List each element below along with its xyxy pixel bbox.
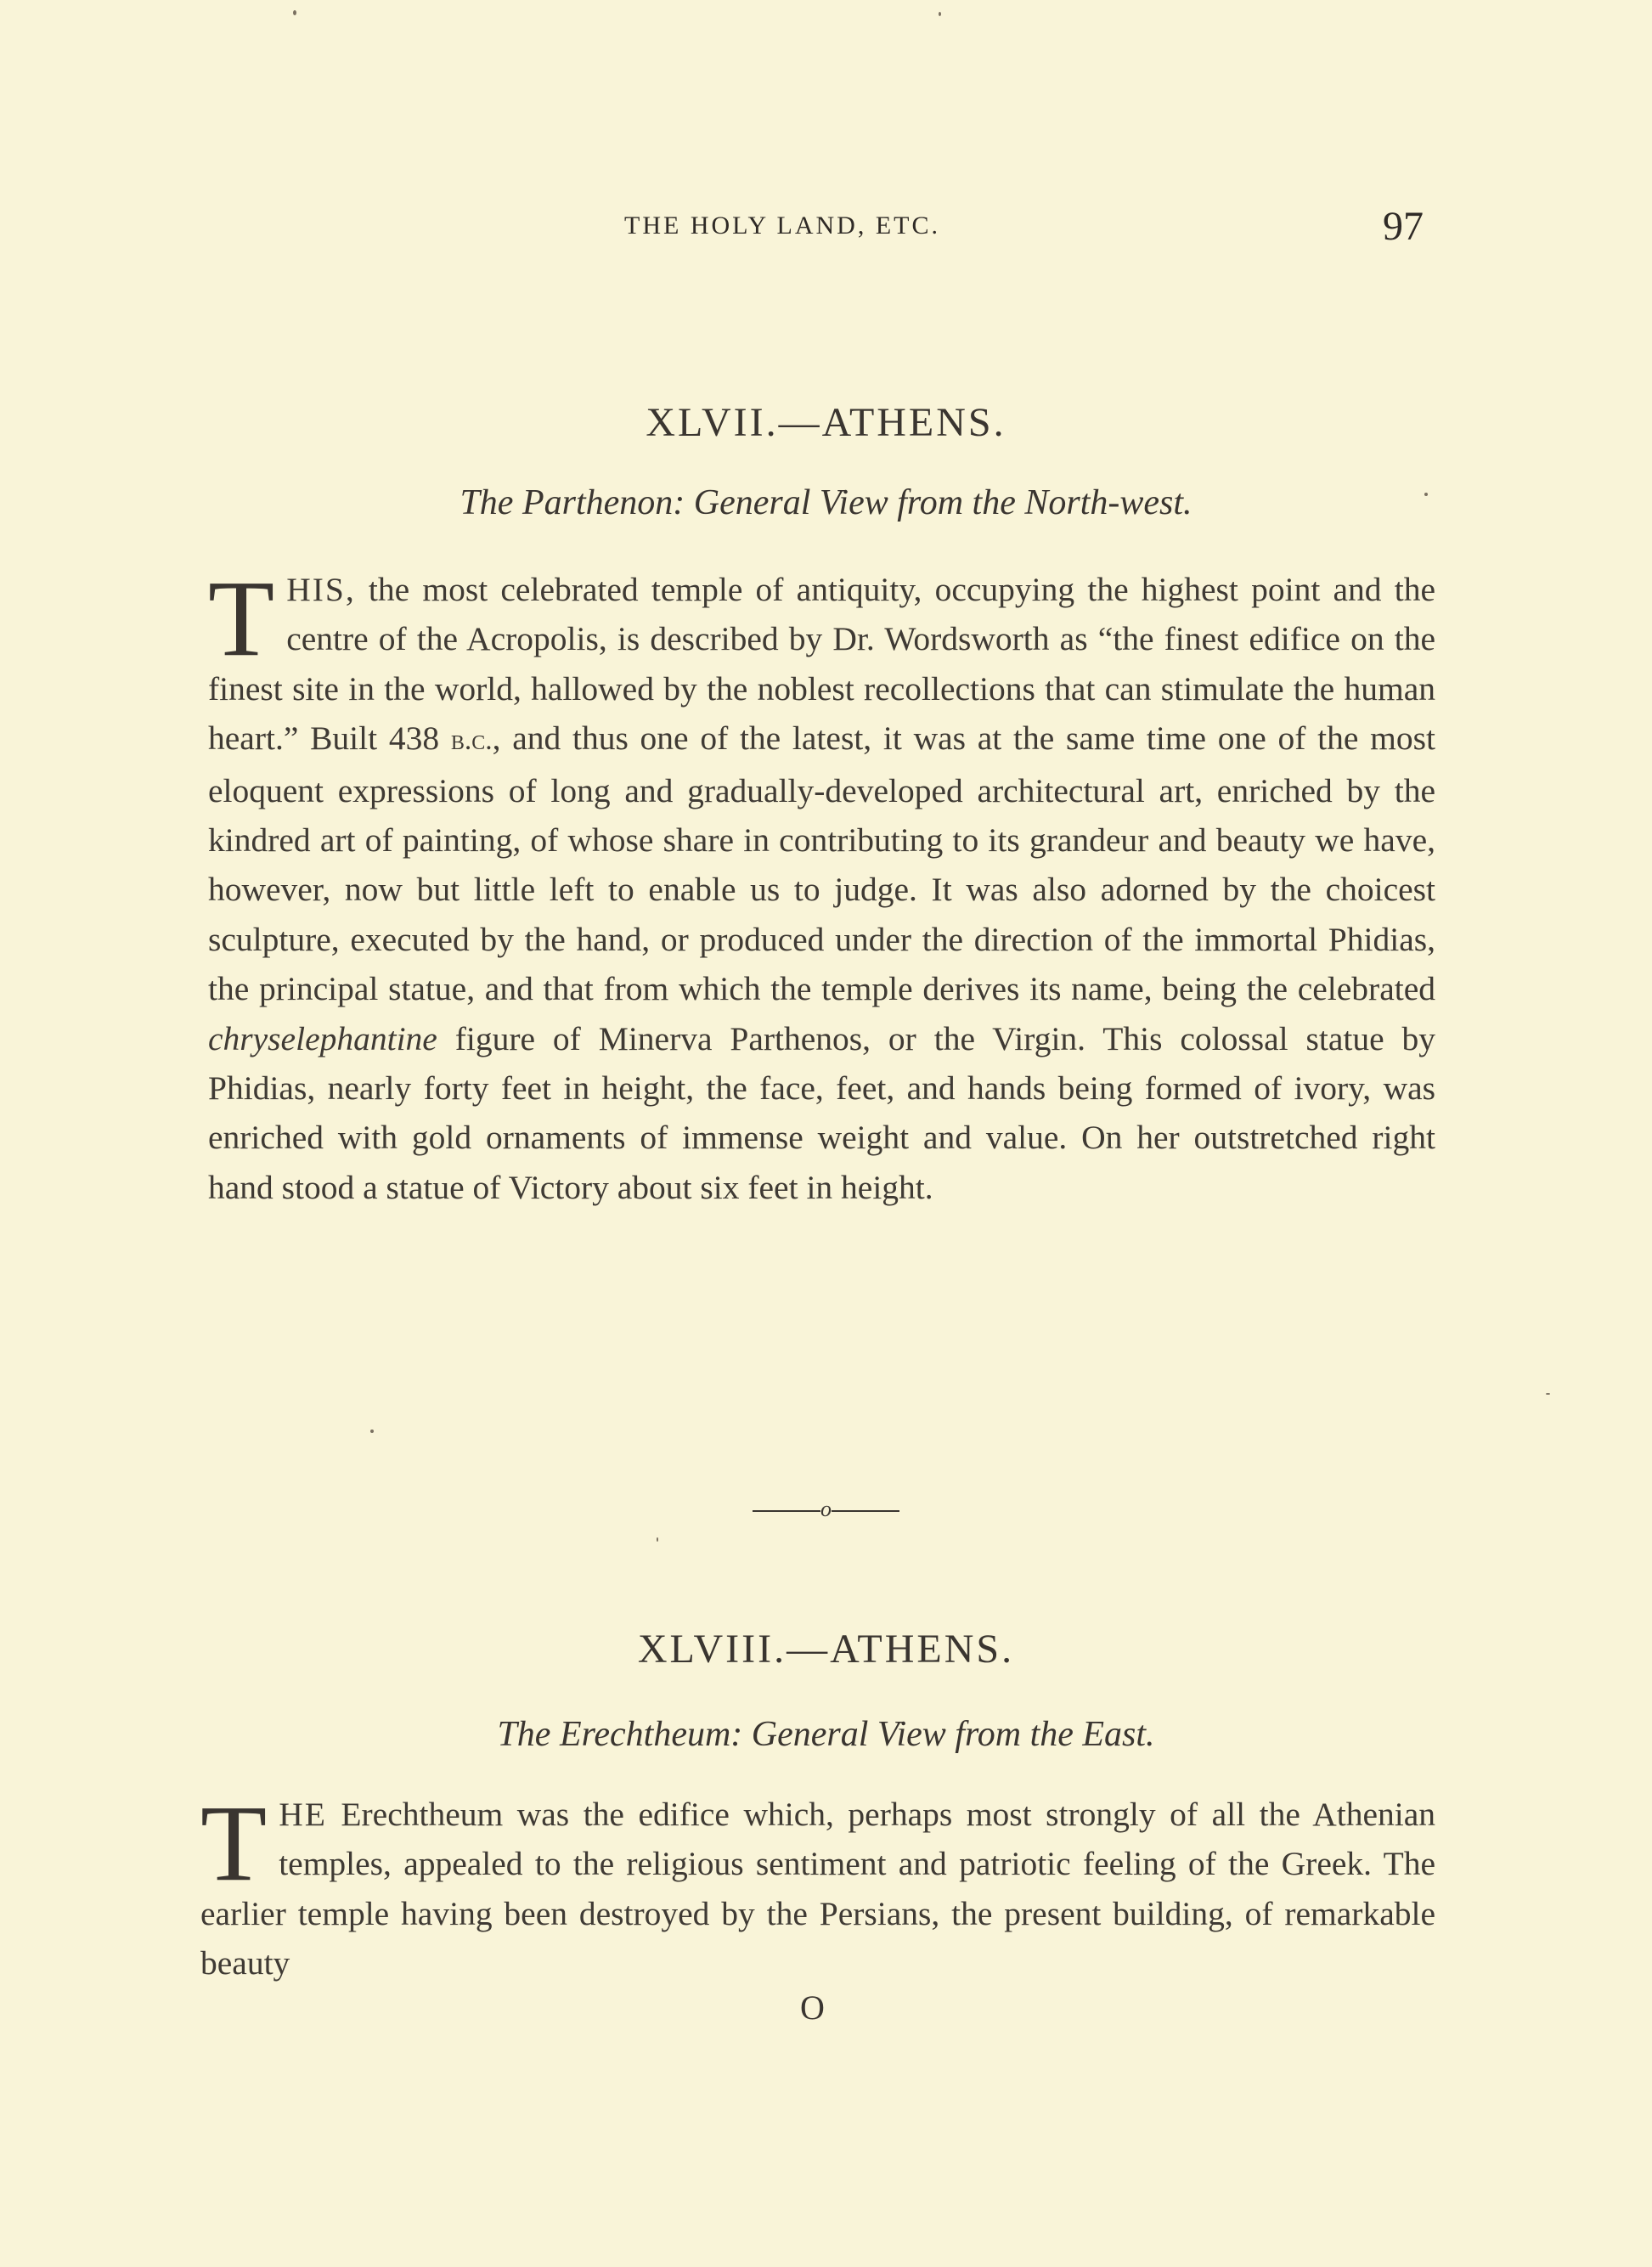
running-title: THE HOLY LAND, ETC.	[624, 211, 940, 240]
italic-term: chryselephantine	[208, 1019, 437, 1057]
page-number: 97	[1383, 204, 1424, 249]
paragraph-text: figure of Minerva Parthenos, or the Virgin. This colossal statue by Phidias, nearly forty feet in height, the face, feet, and hands being formed of ivory, was enriched with gold ornaments of immense weight and value. On her outstretched right hand stood a statue of Victory about six feet in height.	[208, 1019, 1435, 1206]
paragraph-text: , and thus one of the latest, it was at the same time one of the most eloquent expressions of long and gradually-developed architectural art, enriched by the kindred art of painting, of whose share in contributing to its grandeur and beauty we have, however, now but little left to enable us to judge. It was also adorned by the choicest sculpture, executed by the hand, or produced under the direction of the immortal Phidias, the principal statue, and that from which the temple derives its name, being the celebrated	[208, 719, 1435, 1008]
section-subtitle: The Erechtheum: General View from the East.	[497, 1715, 1155, 1754]
lead-in: HE	[279, 1796, 327, 1833]
section-erechtheum-subtitle-wrap	[0, 1714, 1652, 1755]
lead-in: HIS,	[286, 571, 356, 608]
section-parthenon-body	[208, 558, 1435, 1212]
section-heading: XLVII.—ATHENS.	[646, 400, 1006, 445]
running-head	[0, 204, 1652, 251]
paper-speck	[293, 10, 296, 15]
drop-cap: T	[208, 558, 275, 679]
paper-speck	[1546, 1393, 1550, 1395]
section-parthenon-header	[0, 399, 1652, 446]
section-erechtheum-body	[200, 1783, 1435, 1988]
paper-speck	[1424, 493, 1428, 496]
paper-speck	[657, 1537, 658, 1542]
paper-speck	[939, 12, 941, 16]
section-erechtheum-header	[0, 1626, 1652, 1672]
signature-mark: O	[800, 1988, 825, 2027]
section-subtitle: The Parthenon: General View from the North-west.	[460, 483, 1192, 522]
separator-mark: o	[820, 1497, 832, 1521]
era-abbreviation: b.c.	[450, 725, 493, 757]
section-parthenon-subtitle-wrap	[0, 482, 1652, 523]
paragraph-text: the most celebrated temple of antiquity, occupying the highest point and the centre of the Acropolis, is described by Dr. Wordsworth as “the finest edifice on the finest site in the world, hallowed by the noblest recollections that can stimulate the human heart.” Built 438	[208, 571, 1435, 758]
paper-speck	[370, 1430, 374, 1433]
separator-rule	[753, 1510, 820, 1512]
section-separator	[0, 1497, 1652, 1522]
paragraph-text: Erechtheum was the edifice which, perhaps most strongly of all the Athenian temples, appealed to the religious sentiment and patriotic feeling of the Greek. The earlier temple having been destroyed by the Persians, the present building, of remarkable beauty	[200, 1796, 1435, 1982]
separator-rule	[832, 1510, 899, 1512]
drop-cap: T	[200, 1783, 268, 1903]
section-heading: XLVIII.—ATHENS.	[637, 1627, 1015, 1672]
